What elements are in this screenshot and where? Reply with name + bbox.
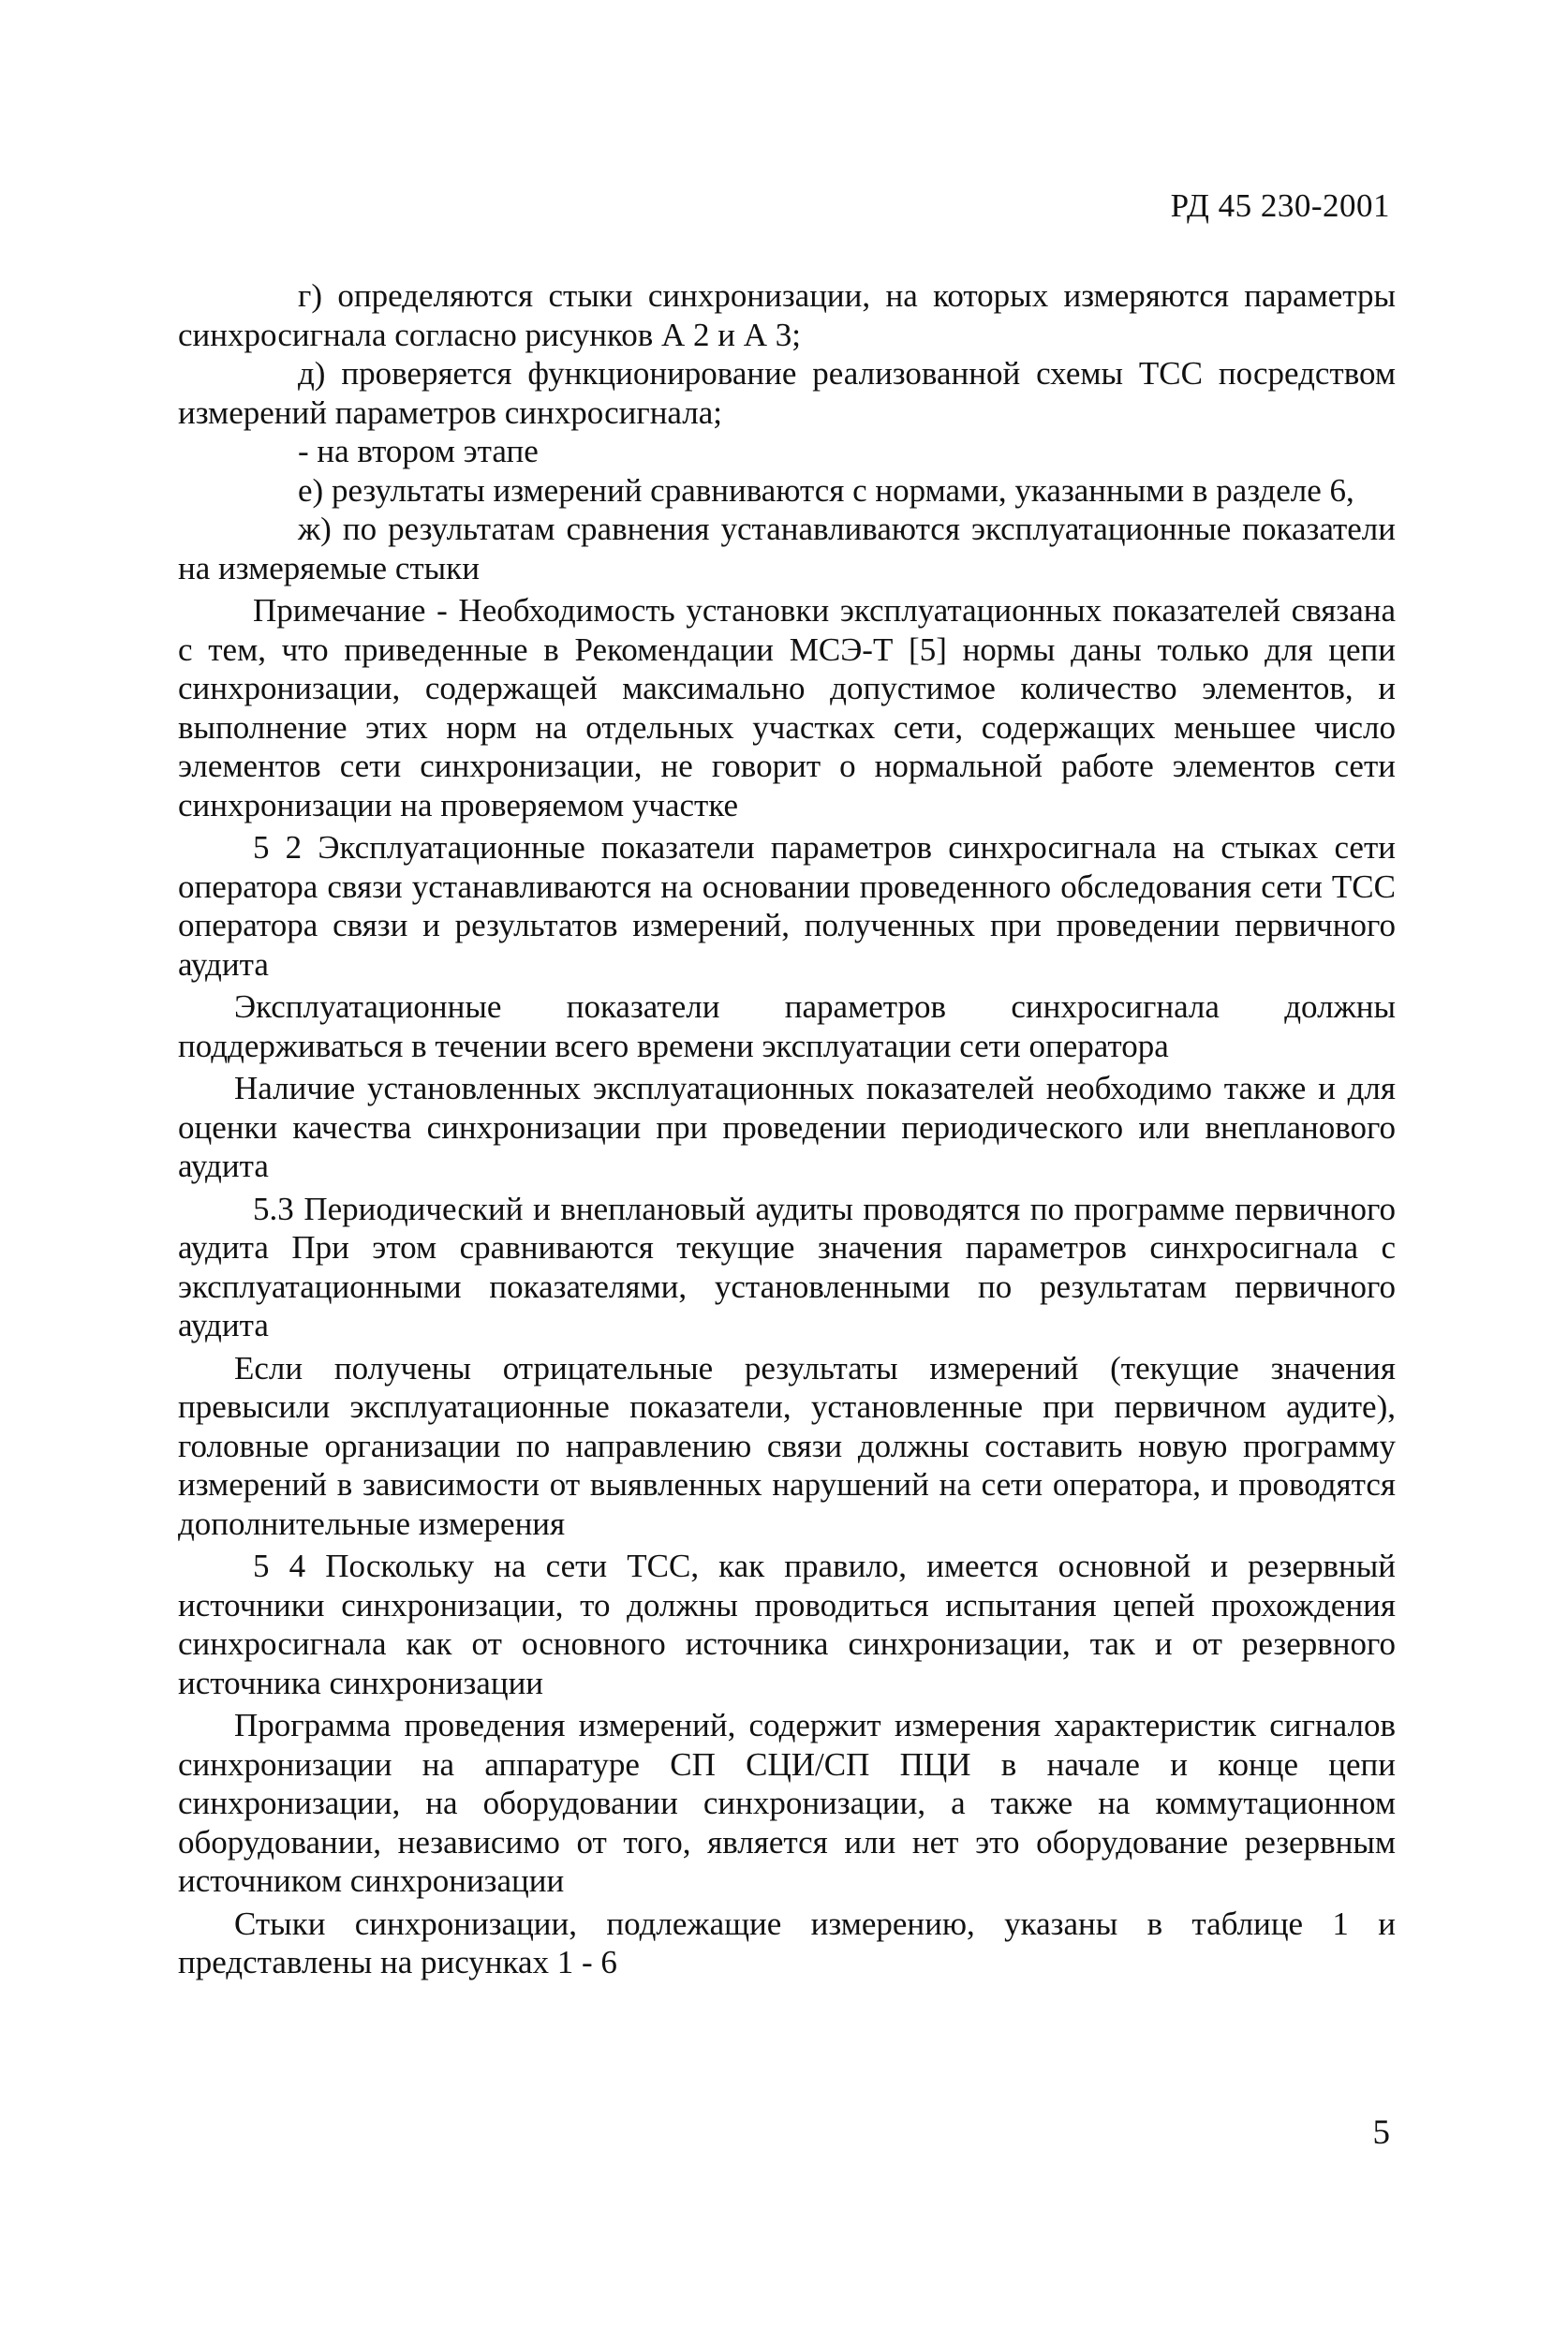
paragraph-availability: Наличие установленных эксплуатационных показателей необходимо также и для оценки качества синхронизации при проведении периодического или внепланового аудита bbox=[178, 1070, 1396, 1184]
stage-two-heading: - на втором этапе bbox=[298, 433, 539, 469]
paragraph-measurement-program: Программа проведения измерений, содержит измерения характеристик сигналов синхронизации на аппаратуре СП СЦИ/СП ПЦИ в начале и конце цепи синхронизации, на оборудовании синхронизации, а также на коммутационном оборудовании, независимо от того, является или нет это оборудование резервным источником синхронизации bbox=[178, 1707, 1396, 1899]
list-item-g: г) определяются стыки синхронизации, на которых измеряются параметры синхросигнала согласно рисунков А 2 и А 3; bbox=[178, 277, 1396, 353]
document-code: РД 45 230-2001 bbox=[1170, 187, 1390, 224]
list-item-e: е) результаты измерений сравниваются с нормами, указанными в разделе 6, bbox=[298, 471, 1354, 509]
document-body bbox=[178, 276, 1396, 1982]
page-number: 5 bbox=[1372, 2113, 1390, 2152]
section-5-2: 5 2 Эксплуатационные показатели параметров синхросигнала на стыках сети оператора связи устанавливаются на основании проведенного обследования сети ТСС оператора связи и результатов измерений, полученных при проведении первичного аудита bbox=[178, 829, 1396, 983]
section-5-3: 5.3 Периодический и внеплановый аудиты проводятся по программе первичного аудита При этом сравниваются текущие значения параметров синхросигнала с эксплуатационными показателями, установленными по результатам первичного аудита bbox=[178, 1190, 1396, 1343]
list-item-d: д) проверяется функционирование реализованной схемы ТСС посредством измерений параметров синхросигнала; bbox=[178, 355, 1396, 431]
paragraph-operational-indicators: Эксплуатационные показатели параметров синхросигнала должны поддерживаться в течении всего времени эксплуатации сети оператора bbox=[178, 988, 1396, 1064]
paragraph-negative-results: Если получены отрицательные результаты измерений (текущие значения превысили эксплуатационные показатели, установленные при первичном аудите), головные организации по направлению связи должны составить новую программу измерений в зависимости от выявленных нарушений на сети оператора, и проводятся дополнительные измерения bbox=[178, 1349, 1396, 1542]
list-item-zh: ж) по результатам сравнения устанавливаются эксплуатационные показатели на измеряемые стыки bbox=[178, 511, 1396, 586]
note-paragraph: Примечание - Необходимость установки эксплуатационных показателей связана с тем, что приведенные в Рекомендации МСЭ-Т [5] нормы даны только для цепи синхронизации, содержащей максимально допустимое количество элементов, и выполнение этих норм на отдельных участках сети, содержащих меньшее число элементов сети синхронизации, не говорит о нормальной работе элементов сети синхронизации на проверяемом участке bbox=[178, 592, 1396, 823]
section-5-4: 5 4 Поскольку на сети ТСС, как правило, имеется основной и резервный источники синхронизации, то должны проводиться испытания цепей прохождения синхросигнала как от основного источника синхронизации, так и от резервного источника синхронизации bbox=[178, 1548, 1396, 1701]
paragraph-sync-interfaces: Стыки синхронизации, подлежащие измерению, указаны в таблице 1 и представлены на рисунках 1 - 6 bbox=[178, 1905, 1396, 1980]
